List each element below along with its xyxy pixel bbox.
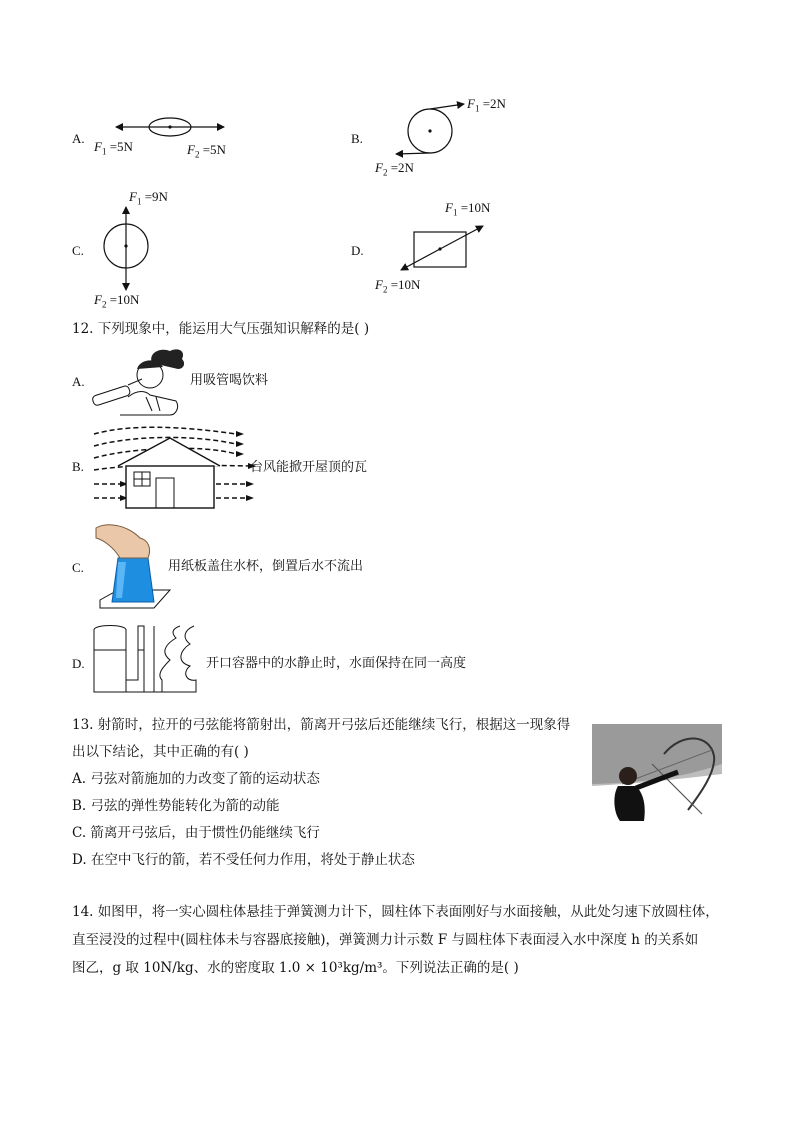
option-letter: D. [72,656,85,671]
f1-label: $F_1 =5N$ [94,139,133,157]
q12-stem: 12. 下列现象中，能运用大气压强知识解释的是( ) [72,321,370,337]
f1-label: $F_1 =2N$ [467,96,506,114]
archer-photo [592,724,722,821]
q14-line1: 14. 如图甲，将一实心圆柱体悬挂于弹簧测力计下，圆柱体下表面刚好与水面接触，从此处匀速下放圆柱体， [72,904,719,920]
q13-option-d: D. 在空中飞行的箭，若不受任何力作用，将处于静止状态 [72,852,415,868]
q13-option-b: B. 弓弦的弹性势能转化为箭的动能 [72,798,280,814]
girl-drinking-illustration [90,345,190,417]
f2-label: $F_2 =10N$ [94,292,140,310]
q13-option-a: A. 弓弦对箭施加的力改变了箭的运动状态 [72,771,320,787]
f1-label: $F_1 =10N$ [445,200,491,218]
connected-vessels-illustration [90,622,202,700]
f2-label: $F_2 =10N$ [375,277,421,295]
f2-label: $F_2 =5N$ [187,142,226,160]
option-text: 开口容器中的水静止时，水面保持在同一高度 [206,656,467,671]
typhoon-house-illustration [90,420,250,512]
q13-option-c: C. 箭离开弓弦后，由于惯性仍能继续飞行 [72,825,320,841]
option-letter: A. [72,131,85,146]
option-letter: B. [72,459,84,474]
option-text: 用吸管喝饮料 [190,373,269,388]
option-letter: B. [351,131,363,146]
option-text: 台风能掀开屋顶的瓦 [250,460,368,475]
q14-line3: 图乙，g 取 10N/kg、水的密度取 1.0 × 10³kg/m³。下列说法正确的是( ) [72,960,519,976]
option-letter: C. [72,243,84,258]
inverted-cup-illustration [96,518,172,614]
q13-stem-line1: 13. 射箭时，拉开的弓弦能将箭射出，箭离开弓弦后还能继续飞行，根据这一现象得 [72,717,571,733]
option-letter: D. [351,243,364,258]
option-letter: C. [72,560,84,575]
f1-label: $F_1 =9N$ [129,189,168,207]
q13-stem-line2: 出以下结论，其中正确的有( ) [72,744,249,760]
option-letter: A. [72,374,85,389]
option-text: 用纸板盖住水杯，倒置后水不流出 [168,559,364,574]
f2-label: $F_2 =2N$ [375,160,414,178]
q14-line2: 直至浸没的过程中(圆柱体未与容器底接触)，弹簧测力计示数 F 与圆柱体下表面浸入水中深度 h 的关系如 [72,932,699,948]
